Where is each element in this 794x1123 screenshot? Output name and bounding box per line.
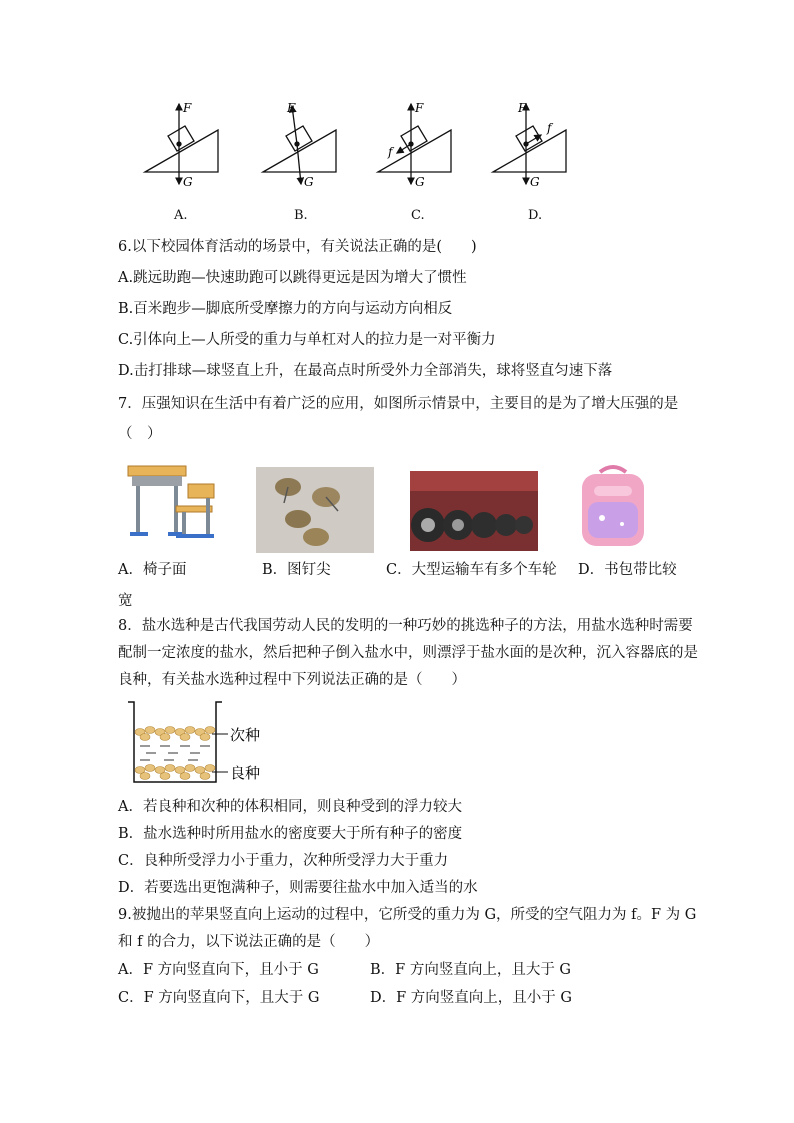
label-G-d: G bbox=[530, 175, 540, 189]
q6-option-a[interactable]: A.跳远助跑—快速助跑可以跳得更远是因为增大了惯性 bbox=[118, 270, 467, 286]
q7-stem-line2: （ ） bbox=[118, 426, 162, 442]
q7-stem-line1: 7．压强知识在生活中有着广泛的应用，如图所示情景中，主要目的是为了增大压强的是 bbox=[118, 396, 679, 412]
q6-option-c[interactable]: C.引体向上—人所受的重力与单杠对人的拉力是一对平衡力 bbox=[118, 332, 496, 348]
diagram-b bbox=[263, 106, 336, 184]
q9-option-c[interactable]: C．F 方向竖直向下，且大于 G bbox=[118, 990, 320, 1006]
q5-force-diagrams bbox=[130, 96, 570, 196]
diagram-c bbox=[378, 104, 451, 184]
thumbtack-image bbox=[256, 467, 374, 553]
q9-option-b[interactable]: B．F 方向竖直向上，且大于 G bbox=[370, 962, 572, 978]
transport-truck-image bbox=[410, 471, 538, 551]
q8-option-b[interactable]: B．盐水选种时所用盐水的密度要大于所有种子的密度 bbox=[118, 826, 463, 842]
q5-option-a[interactable]: A. bbox=[174, 208, 188, 223]
q7-option-d-wrap: 宽 bbox=[118, 593, 133, 609]
label-f-d: f bbox=[547, 121, 552, 135]
label-F-a: F bbox=[183, 101, 192, 115]
q6-option-b[interactable]: B.百米跑步—脚底所受摩擦力的方向与运动方向相反 bbox=[118, 301, 453, 317]
label-G-b: G bbox=[304, 175, 314, 189]
q8-option-c[interactable]: C．良种所受浮力小于重力，次种所受浮力大于重力 bbox=[118, 853, 449, 869]
q7-option-d[interactable]: D．书包带比较 bbox=[578, 562, 677, 578]
label-f-c: f bbox=[388, 145, 393, 159]
label-G-a: G bbox=[183, 175, 193, 189]
label-F-c: F bbox=[415, 101, 424, 115]
q6-stem: 6.以下校园体育活动的场景中，有关说法正确的是( ) bbox=[118, 239, 477, 255]
salt-water-beaker-figure bbox=[126, 700, 276, 788]
q8-stem-line3: 良种，有关盐水选种过程中下列说法正确的是（ ） bbox=[118, 672, 466, 688]
q7-option-a[interactable]: A．椅子面 bbox=[118, 562, 187, 578]
q9-option-d[interactable]: D．F 方向竖直向上，且小于 G bbox=[370, 990, 572, 1006]
q8-option-d[interactable]: D．若要选出更饱满种子，则需要往盐水中加入适当的水 bbox=[118, 880, 478, 896]
diagram-d bbox=[493, 104, 566, 184]
backpack-image bbox=[572, 462, 654, 552]
q5-option-d[interactable]: D. bbox=[528, 208, 543, 223]
q6-option-d[interactable]: D.击打排球—球竖直上升，在最高点时所受外力全部消失，球将竖直匀速下落 bbox=[118, 363, 613, 379]
q5-option-b[interactable]: B. bbox=[294, 208, 308, 223]
q8-stem-line2: 配制一定浓度的盐水，然后把种子倒入盐水中，则漂浮于盐水面的是次种，沉入容器底的是 bbox=[118, 645, 698, 661]
label-F-d: F bbox=[518, 101, 527, 115]
q9-stem-line1: 9.被抛出的苹果竖直向上运动的过程中，它所受的重力为 G，所受的空气阻力为 f。F 为 G bbox=[118, 907, 697, 923]
label-good-seed: 良种 bbox=[230, 764, 261, 782]
q8-option-a[interactable]: A．若良种和次种的体积相同，则良种受到的浮力较大 bbox=[118, 799, 462, 815]
label-G-c: G bbox=[415, 175, 425, 189]
diagram-a bbox=[145, 104, 218, 184]
q7-option-c[interactable]: C．大型运输车有多个车轮 bbox=[386, 562, 557, 578]
desk-chair-image bbox=[124, 462, 224, 544]
q9-stem-line2: 和 f 的合力，以下说法正确的是（ ） bbox=[118, 934, 380, 950]
q8-stem-line1: 8．盐水选种是古代我国劳动人民的发明的一种巧妙的挑选种子的方法，用盐水选种时需要 bbox=[118, 618, 693, 634]
q7-option-b[interactable]: B．图钉尖 bbox=[262, 562, 331, 578]
q5-option-c[interactable]: C. bbox=[411, 208, 425, 223]
q9-option-a[interactable]: A．F 方向竖直向下，且小于 G bbox=[118, 962, 319, 978]
label-F-b: F bbox=[287, 101, 296, 115]
label-inferior-seed: 次种 bbox=[230, 726, 261, 744]
